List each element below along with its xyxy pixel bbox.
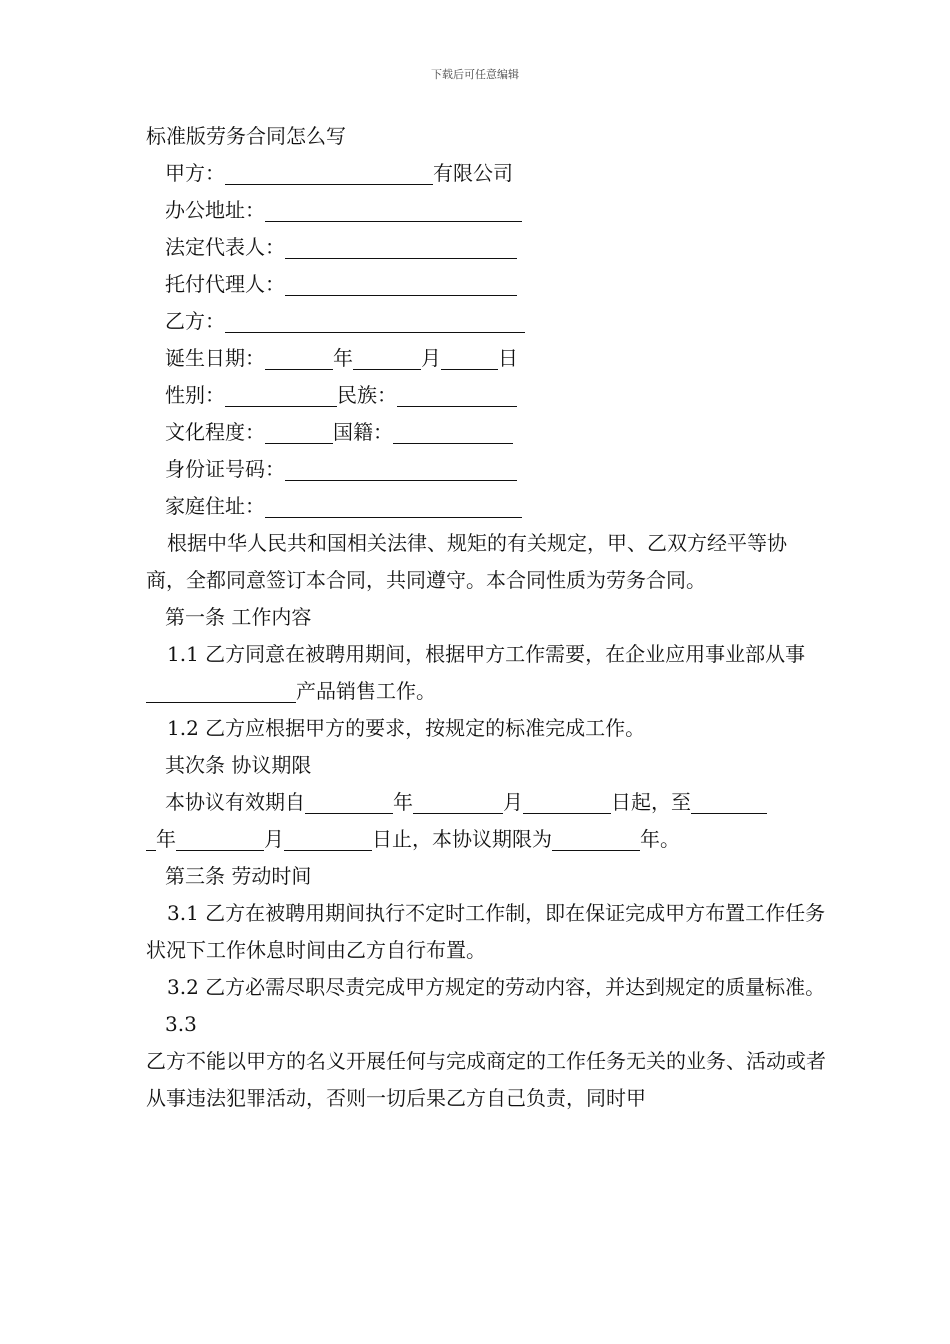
page-header-note: 下载后可任意编辑 <box>431 68 519 81</box>
intro-paragraph: 根据中华人民共和国相关法律、规矩的有关规定，甲、乙双方经平等协商，全都同意签订本合同，共同遵守。本合同性质为劳务合同。 <box>146 531 787 592</box>
id-number-label: 身份证号码： <box>165 457 285 481</box>
gender-ethnicity-field <box>146 377 826 414</box>
term-years-unit: 年。 <box>640 827 680 851</box>
ethnicity-label: 民族： <box>337 383 397 407</box>
document-title: 标准版劳务合同怎么写 <box>146 124 346 148</box>
agent-field <box>146 266 826 303</box>
article-3-heading: 第三条 劳动时间 <box>165 864 312 888</box>
start-month-unit: 月 <box>503 790 523 814</box>
article-1-item-1-prefix: 1.1 乙方同意在被聘用期间，根据甲方工作需要，在企业应用事业部从事 <box>167 642 806 666</box>
department-blank[interactable] <box>146 676 296 703</box>
nationality-label: 国籍： <box>333 420 393 444</box>
article-1-item-1-suffix: 产品销售工作。 <box>296 679 436 703</box>
office-address-label: 办公地址： <box>165 198 265 222</box>
article-1-item-1 <box>146 636 826 710</box>
birth-day-blank[interactable] <box>441 343 498 370</box>
article-3-item-3-text: 乙方不能以甲方的名义开展任何与完成商定的工作任务无关的业务、活动或者从事违法犯罪活动，否则一切后果乙方自己负责，同时甲 <box>146 1049 826 1110</box>
birth-year-unit: 年 <box>333 346 353 370</box>
end-day-blank[interactable] <box>284 824 372 851</box>
end-year-blank-part-2[interactable] <box>146 824 156 851</box>
office-address-blank[interactable] <box>265 195 522 222</box>
agreement-period-line-1 <box>146 784 826 821</box>
id-number-blank[interactable] <box>285 454 517 481</box>
article-3-item-3-number: 3.3 <box>165 1012 197 1036</box>
end-year-blank-part-1[interactable] <box>691 787 767 814</box>
gender-blank[interactable] <box>225 380 337 407</box>
home-address-label: 家庭住址： <box>165 494 265 518</box>
office-address-field <box>146 192 826 229</box>
home-address-field <box>146 488 826 525</box>
contract-document <box>146 118 826 1117</box>
start-month-blank[interactable] <box>413 787 503 814</box>
article-1-item-2: 1.2 乙方应根据甲方的要求，按规定的标准完成工作。 <box>167 716 646 740</box>
education-label: 文化程度： <box>165 420 265 444</box>
end-day-unit: 日止，本协议期限为 <box>372 827 552 851</box>
article-3-item-2: 3.2 乙方必需尽职尽责完成甲方规定的劳动内容，并达到规定的质量标准。 <box>167 975 826 999</box>
education-blank[interactable] <box>265 417 333 444</box>
party-a-label: 甲方： <box>165 161 225 185</box>
id-number-field <box>146 451 826 488</box>
start-day-blank[interactable] <box>523 787 611 814</box>
start-year-blank[interactable] <box>305 787 393 814</box>
end-month-unit: 月 <box>264 827 284 851</box>
birth-date-label: 诞生日期： <box>165 346 265 370</box>
agent-blank[interactable] <box>285 269 517 296</box>
ethnicity-blank[interactable] <box>397 380 517 407</box>
article-1-heading: 第一条 工作内容 <box>165 605 312 629</box>
nationality-blank[interactable] <box>393 417 513 444</box>
party-a-blank[interactable] <box>225 158 433 185</box>
birth-day-unit: 日 <box>498 346 518 370</box>
legal-rep-field <box>146 229 826 266</box>
party-b-field <box>146 303 826 340</box>
birth-year-blank[interactable] <box>265 343 333 370</box>
agent-label: 托付代理人： <box>165 272 285 296</box>
party-a-field <box>146 155 826 192</box>
legal-rep-label: 法定代表人： <box>165 235 285 259</box>
end-month-blank[interactable] <box>176 824 264 851</box>
birth-month-blank[interactable] <box>353 343 421 370</box>
term-years-blank[interactable] <box>552 824 640 851</box>
end-year-unit: 年 <box>156 827 176 851</box>
birth-date-field <box>146 340 826 377</box>
article-3-item-1: 3.1 乙方在被聘用期间执行不定时工作制，即在保证完成甲方布置工作任务状况下工作休息时间由乙方自行布置。 <box>146 901 826 962</box>
party-b-blank[interactable] <box>225 306 525 333</box>
period-label: 本协议有效期自 <box>165 790 305 814</box>
start-day-unit: 日起，至 <box>611 790 691 814</box>
birth-month-unit: 月 <box>421 346 441 370</box>
education-nationality-field <box>146 414 826 451</box>
legal-rep-blank[interactable] <box>285 232 517 259</box>
start-year-unit: 年 <box>393 790 413 814</box>
article-2-heading: 其次条 协议期限 <box>165 753 312 777</box>
party-a-suffix: 有限公司 <box>433 161 513 185</box>
party-b-label: 乙方： <box>165 309 225 333</box>
agreement-period-line-2 <box>146 821 826 858</box>
gender-label: 性别： <box>165 383 225 407</box>
home-address-blank[interactable] <box>265 491 522 518</box>
